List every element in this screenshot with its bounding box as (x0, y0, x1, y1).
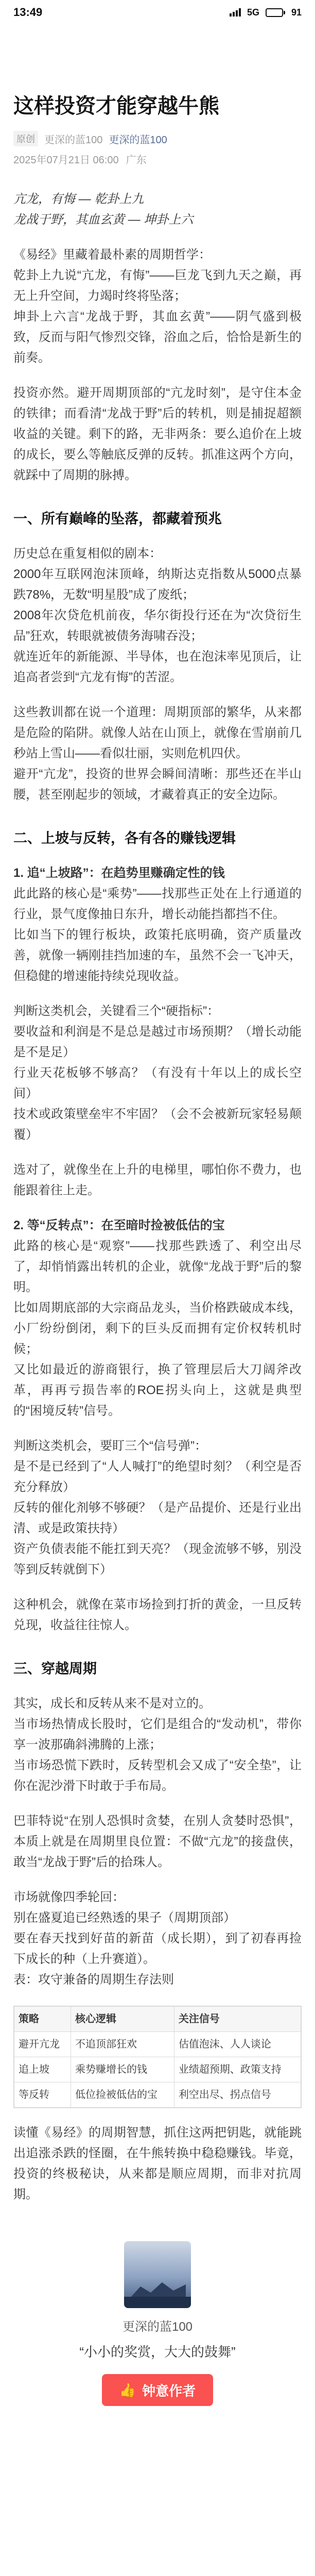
paragraph: 这种机会，就像在菜市场捡到打折的黄金，一旦反转兑现，收益往往惊人。 (13, 1598, 302, 1632)
table-cell: 低位捡被低估的宝 (71, 2082, 174, 2108)
paragraph: 是不是已经到了“人人喊打”的绝望时刻？（利空是否充分释放） (13, 1460, 302, 1494)
paragraph: 其实，成长和反转从来不是对立的。 (13, 1697, 211, 1710)
table-row (14, 2032, 301, 2057)
table-header: 策略 (14, 2007, 71, 2032)
sub-heading: 2. 等“反转点”：在至暗时捡被低估的宝 (13, 1218, 225, 1232)
quote-line: 龙战于野，其血玄黄 — 坤卦上六 (13, 213, 194, 227)
table-cell: 等反转 (14, 2082, 71, 2108)
original-tag: 原创 (13, 131, 38, 146)
paragraph: 这些教训都在说一个道理：周期顶部的繁华，从来都是危险的陷阱。就像人站在山顶上，就像在雪崩前几秒站上雪山——看似壮丽，实则危机四伏。 (13, 705, 302, 760)
article-meta (13, 131, 302, 146)
paragraph: 2000年互联网泡沫顶峰，纳斯达克指数从5000点暴跌78%，无数“明星股”成了废纸； (13, 567, 302, 602)
paragraph: 市场就像四季轮回： (13, 1890, 125, 1904)
seasons-block (13, 1887, 302, 1990)
author-card (13, 2241, 302, 2406)
status-icons (230, 7, 302, 18)
paragraph: 比如当下的锂行板块，政策托底明确，资产质量改善，就像一辆刚挂挡加速的车，虽然不会一飞冲天，但稳健的增速能持续兑现收益。 (13, 928, 302, 983)
table-header-row (14, 2007, 301, 2032)
paragraph: 资产负债表能不能扛到天亮？（现金流够不够，别没等到反转就倒下） (13, 1542, 302, 1577)
section-3 (13, 1658, 302, 1873)
network-label: 5G (247, 7, 259, 18)
paragraph: 历史总在重复相似的剧本： (13, 547, 162, 561)
paragraph: 判断这类机会，关键看三个“硬指标”： (13, 1004, 219, 1018)
strategy-table (13, 2006, 302, 2108)
table-row (14, 2057, 301, 2082)
paragraph: 2008年次贷危机前夜，华尔街投行还在为“次贷衍生品”狂欢，转眼就被债务海啸吞没； (13, 608, 302, 643)
paragraph: 此路的核心是“观察”——找那些跌透了、利空出尽了，却悄悄露出转机的企业，就像“龙战于野”后的黎明。 (13, 1239, 302, 1294)
battery-percent: 91 (291, 7, 302, 18)
publish-location: 广东 (126, 155, 147, 166)
table-cell: 乘势赚增长的钱 (71, 2057, 174, 2082)
paragraph: 当市场恐慌下跌时，反转型机会又成了“安全垫”，让你在泥沙滑下时敢于手布局。 (13, 1758, 302, 1793)
table-row (14, 2082, 301, 2108)
author-avatar[interactable] (124, 2241, 191, 2308)
intro (13, 245, 302, 486)
paragraph: 投资亦然。避开周期顶部的“亢龙时刻”，是守住本金的铁律；而看清“龙战于野”后的转机，则是捕捉超额收益的关键。剩下的路，无非两条：要么追价在上坡的成长，要么等触底反弹的反转。抓准这两个方向，就踩中了周期的脉搏。 (13, 386, 302, 482)
battery-icon (266, 8, 285, 17)
status-bar (0, 0, 315, 25)
table-cell: 估值泡沫、人人谈论 (174, 2032, 301, 2057)
section-heading: 二、上坡与反转，各有各的赚钱逻辑 (13, 831, 236, 846)
paragraph: 当市场热情成长股时，它们是组合的“发动机”，带你享一波那确斜沸腾的上涨； (13, 1717, 302, 1752)
status-time: 13:49 (13, 6, 43, 19)
paragraph: 又比如最近的游商银行，换了管理层后大刀阔斧改革，再再亏损告率的ROE拐头向上，这就是典型的“困境反转”信号。 (13, 1363, 302, 1418)
like-icon: 👍 (119, 2382, 136, 2398)
table-header: 核心逻辑 (71, 2007, 174, 2032)
paragraph: 行业天花板够不够高？（有没有十年以上的成长空间） (13, 1066, 302, 1100)
section-2 (13, 828, 302, 1636)
table-cell: 避开亢龙 (14, 2032, 71, 2057)
paragraph: 反转的催化剂够不够硬？（是产品提价、还是行业出清、或是政策扶持） (13, 1501, 302, 1535)
closing-paragraph: 读懂《易经》的周期智慧，抓住这两把钥匙，就能跳出追涨杀跌的怪圈，在牛熊转换中稳稳赚钱。毕竟，投资的终极秘诀，从来都是顺应周期，而非对抗周期。 (13, 2126, 302, 2201)
paragraph: 此此路的核心是“乘势”——找那些正处在上行通道的行业，景气度像抽日东升，增长动能挡都挡不住。 (13, 887, 302, 921)
paragraph: 比如周期底部的大宗商品龙头，当价格跌破成本线，小厂纷纷倒闭，剩下的巨头反而拥有定价权转机时候； (13, 1301, 302, 1356)
author-slogan: “小小的奖赏，大大的鼓舞” (79, 2344, 236, 2360)
section-heading: 一、所有巅峰的坠落，都藏着预兆 (13, 511, 222, 527)
opening-quote (13, 189, 302, 230)
section-1 (13, 509, 302, 805)
paragraph: 巴菲特说“在别人恐惧时贪婪，在别人贪婪时恐惧”，本质上就是在周期里良位置：不做“亢龙”的接盘侠，敢当“龙战于野”后的拾珠人。 (13, 1814, 302, 1869)
article-meta-date (13, 151, 302, 166)
table-cell: 不追顶部狂欢 (71, 2032, 174, 2057)
paragraph: 选对了，就像坐在上升的电梯里，哪怕你不费力，也能跟着往上走。 (13, 1163, 302, 1197)
author-name: 更深的蓝100 (44, 134, 103, 146)
paragraph: 别在盛夏追已经熟透的果子（周期顶部） (13, 1911, 236, 1925)
paragraph: 技术或政策壁垒牢不牢固？（会不会被新玩家轻易颠覆） (13, 1107, 302, 1142)
quote-line: 亢龙，有悔 — 乾卦上九 (13, 192, 144, 206)
paragraph: 要在春天找到好苗的新苗（成长期），到了初春再捡下成长的种（上升赛道）。 (13, 1931, 302, 1966)
paragraph: 判断这类机会，要盯三个“信号弹”： (13, 1439, 207, 1453)
table-header: 关注信号 (174, 2007, 301, 2032)
table-cell: 业绩超预期、政策支持 (174, 2057, 301, 2082)
paragraph: 《易经》里藏着最朴素的周期哲学： (13, 248, 211, 262)
account-link[interactable]: 更深的蓝100 (109, 134, 167, 146)
section-heading: 三、穿越周期 (13, 1661, 97, 1676)
article-title: 这样投资才能穿越牛熊 (13, 95, 219, 117)
table-caption: 表：攻守兼备的周期生存法则 (13, 1973, 174, 1987)
paragraph: 坤卦上六言“龙战于野，其血玄黄”——阴气盛到极致，反而与阳气惨烈交锋，浴血之后，恰恰是新生的前奏。 (13, 310, 302, 365)
author-card-name: 更深的蓝100 (122, 2320, 193, 2334)
signal-icon (230, 8, 241, 16)
paragraph: 避开“亢龙”，投资的世界会瞬间清晰：那些还在半山腰，甚至刚起步的领域，才藏着真正的安全边际。 (13, 767, 302, 802)
publish-date: 2025年07月21日 06:00 (13, 155, 119, 166)
table-cell: 追上坡 (14, 2057, 71, 2082)
paragraph: 要收益和利润是不是总是越过市场预期？（增长动能是不是足） (13, 1025, 302, 1059)
appreciate-button[interactable] (102, 2374, 213, 2406)
article (0, 92, 315, 2406)
appreciate-label: 钟意作者 (142, 2383, 196, 2399)
sub-heading: 1. 追“上坡路”：在趋势里赚确定性的钱 (13, 866, 225, 880)
paragraph: 乾卦上九说“亢龙，有悔”——巨龙飞到九天之巅，再无上升空间，力竭时终将坠落； (13, 268, 302, 303)
table-cell: 利空出尽、拐点信号 (174, 2082, 301, 2108)
paragraph: 就连近年的新能源、半导体，也在泡沫率见顶后，让追高者尝到“亢龙有悔”的苦涩。 (13, 650, 302, 684)
